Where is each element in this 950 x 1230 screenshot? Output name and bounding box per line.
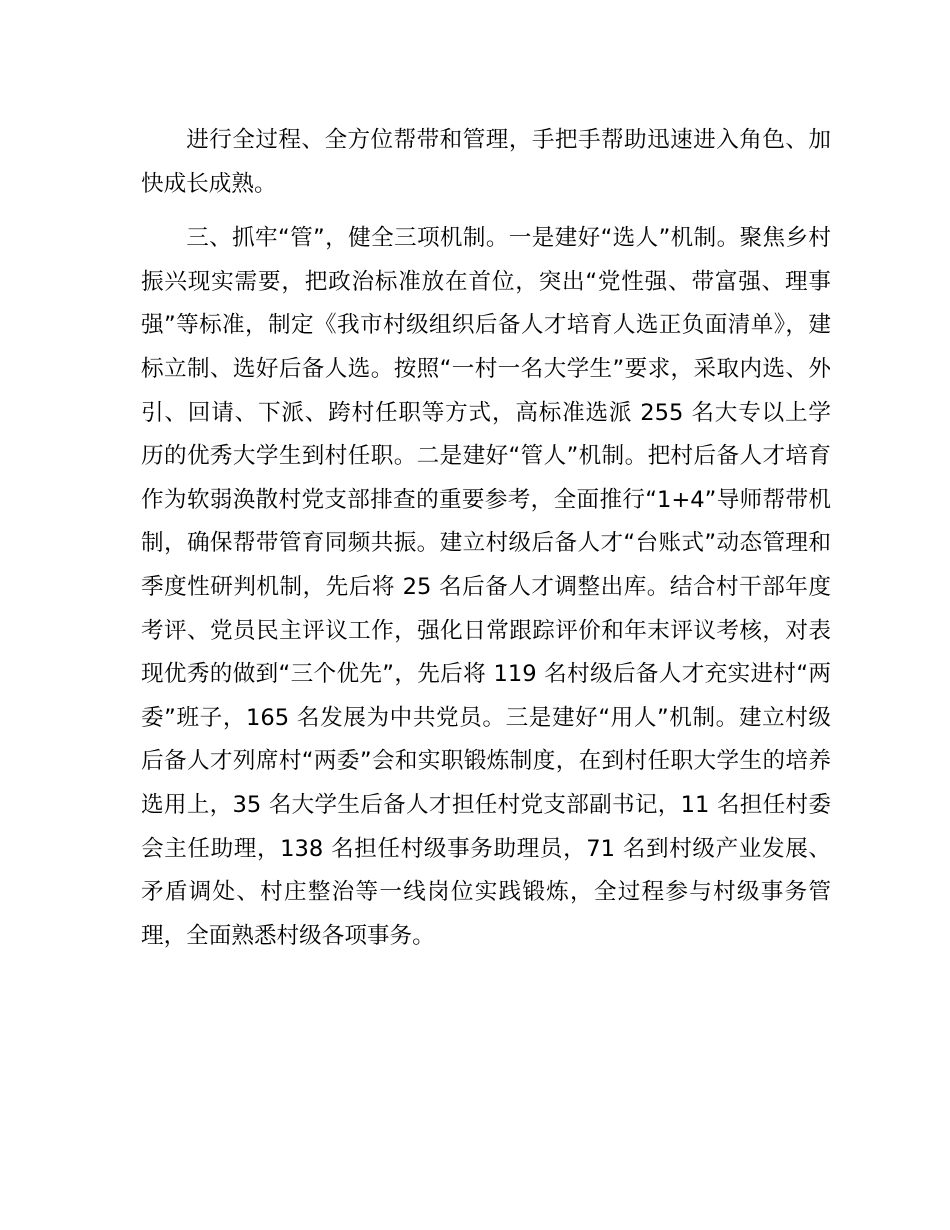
paragraph-1: 进行全过程、全方位帮带和管理，手把手帮助迅速进入角色、加快成长成熟。 [141, 127, 831, 197]
document-body [141, 119, 831, 958]
paragraph-2: 三、抓牢“管”，健全三项机制。一是建好“选人”机制。聚焦乡村振兴现实需要，把政治标准放在首位，突出“党性强、带富强、理事强”等标准，制定《我市村级组织后备人才培育人选正负面清单》，建标立制、选好后备人选。按照“一村一名大学生”要求，采取内选、外引、回请、下派、跨村任职等方式，高标准选派 255 名大专以上学历的优秀大学生到村任职。二是建好“管人”机制。把村后备人才培育作为软弱涣散村党支部排查的重要参考，全面推行“1+4”导师帮带机制，确保帮带管育同频共振。建立村级后备人才“台账式”动态管理和季度性研判机制，先后将 25 名后备人才调整出库。结合村干部年度考评、党员民主评议工作，强化日常跟踪评价和年末评议考核，对表现优秀的做到“三个优先”，先后将 119 名村级后备人才充实进村“两委”班子，165 名发展为中共党员。三是建好“用人”机制。建立村级后备人才列席村“两委”会和实职锻炼制度，在到村任职大学生的培养选用上，35 名大学生后备人才担任村党支部副书记，11 名担任村委会主任助理，138 名担任村级事务助理员，71 名到村级产业发展、矛盾调处、村庄整治等一线岗位实践锻炼，全过程参与村级事务管理，全面熟悉村级各项事务。 [141, 225, 831, 949]
